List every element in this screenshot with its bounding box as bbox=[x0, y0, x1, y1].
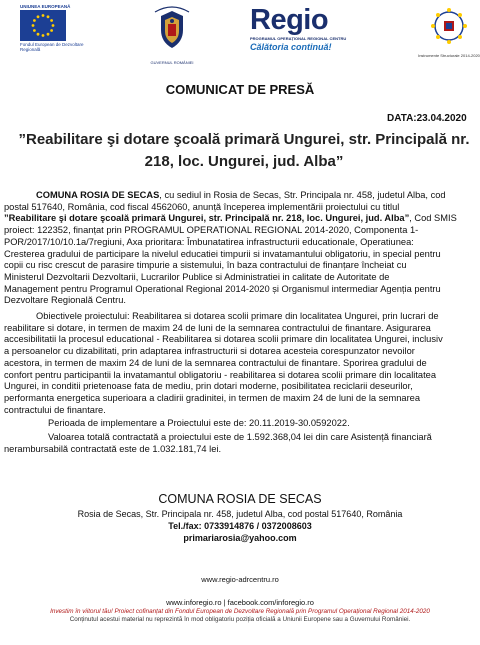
body-line: a persoanelor cu dizabilitati, prin adaptarea infrastructurii si dotarea acesteia corespunzator nevoilor bbox=[4, 346, 415, 357]
body-line: reabilitare si dotare, in termen de maxim 24 de luni de la semnarea contractului de finantare. Asigurarea bbox=[4, 322, 431, 333]
body-line: Ministerul Dezvoltarii Dezvoltarii, Lucrarilor Publice si Administratiei in calitate de Autoritate de bbox=[4, 271, 390, 282]
body-line: Management pentru Programul Operational Regional 2014-2020 și Organismul intermediar Agenția pentru bbox=[4, 283, 441, 294]
footer-links[interactable]: www.inforegio.ro | facebook.com/inforegio.ro bbox=[166, 598, 314, 607]
body-line: accesibilitatii la procesul educational - Reabilitarea si dotarea scolii primare din localitatea Ungurei, inclusiv bbox=[4, 334, 443, 345]
government-seal-icon bbox=[149, 4, 195, 54]
footer-investment: Investim în viitorul tău! Proiect cofinanțat din Fondul European de Dezvoltare Regională prin Programul Operațional Regional 2014-2020 bbox=[50, 608, 430, 615]
project-headline: ”Reabilitare şi dotare şcoală primară Ungurei, str. Principală nr. 218, loc. Ungurei, jud. Alba” bbox=[18, 131, 470, 170]
contact-phone: Tel./fax: 0733914876 / 0372008603 bbox=[168, 521, 312, 531]
paragraph-intro bbox=[4, 190, 480, 307]
page-title: COMUNICAT DE PRESĂ bbox=[165, 82, 315, 97]
body-line: Cresterea gradului de participare la nivelul educatiei timpurii si invatamantului obligatoriu, in special pentru bbox=[4, 248, 441, 259]
paragraph-objectives bbox=[4, 311, 480, 416]
body-line: ”Reabilitare şi dotare şcoală primară Ungurei, str. Principală nr. 218, loc. Ungurei, jud. Alba”, Cod SMIS bbox=[4, 213, 457, 224]
footer bbox=[0, 598, 480, 623]
eu-caption: UNIUNEA EUROPEANĂ bbox=[20, 4, 71, 9]
footer-disclaimer: Conținutul acestui material nu reprezintă în mod obligatoriu poziția oficială a Uniunii Europene sau a Guvernului României. bbox=[69, 616, 411, 623]
contact-block bbox=[0, 492, 480, 543]
paragraph-period bbox=[4, 418, 480, 430]
body-line: COMUNA ROSIA DE SECAS, cu sediul in Rosia de Secas, Str. Principala nr. 458, judetul Alba, cod bbox=[36, 190, 446, 200]
body-line: performanta energetica superioara a cladirii gradinitei, in termen de maxim 24 de luni de la semnarea bbox=[4, 392, 420, 403]
paragraph-value bbox=[4, 432, 480, 455]
body-line: postal 517640, România, cod fiscal 4562060, anunță începerea implementării proiectului cu titlul bbox=[4, 201, 400, 212]
body-line: Perioada de implementare a Proiectului este de: 20.11.2019-30.0592022. bbox=[48, 418, 350, 429]
eu-fund-caption: Fondul European de Dezvoltare Regională bbox=[20, 42, 84, 52]
body-line: copii cu risc crescut de parasire timpurie a sistemului, în baza contractului de finanțare încheiat cu bbox=[4, 260, 407, 271]
structural-instruments-icon bbox=[429, 4, 469, 48]
regio-tagline: Călătoria continuă! bbox=[250, 42, 332, 52]
body-line: POR/2017/10/10.1a/7regiuni, Axa prioritara: Îmbunatatirea infrastructurii educationale, Operatiunea: bbox=[4, 236, 414, 247]
regio-site-link[interactable]: www.regio-adrcentru.ro bbox=[201, 575, 279, 584]
eu-logo bbox=[20, 4, 90, 52]
regio-wordmark: Regio bbox=[250, 4, 329, 36]
structural-instruments-caption: Instrumente Structurale 2014-2020 bbox=[418, 53, 480, 58]
body-line: Ungurei, in conditii prietenoase fata de mediu, prin dotari moderne, posibilitatea reciclarii deseurilor, bbox=[4, 381, 413, 392]
body-line: contractului de finantare. bbox=[4, 404, 106, 415]
body-line: proiect: 122352, finanțat prin PROGRAMUL OPERATIONAL REGIONAL 2014-2020, Componenta 1- bbox=[4, 225, 419, 236]
contact-name: COMUNA ROSIA DE SECAS bbox=[158, 492, 322, 506]
press-date: DATA:23.04.2020 bbox=[387, 113, 467, 124]
press-body bbox=[4, 190, 480, 455]
government-caption: GUVERNUL ROMÂNIEI bbox=[150, 60, 194, 65]
body-line: confort pentru participantii la invatamantul obligatoriu - reabilitarea si dotarea scolii primare din localitatea bbox=[4, 369, 437, 380]
government-logo bbox=[140, 4, 204, 65]
contact-email[interactable]: primariarosia@yahoo.com bbox=[183, 533, 297, 543]
regio-program: PROGRAMUL OPERAȚIONAL REGIONAL CENTRU bbox=[250, 36, 347, 41]
logo-row bbox=[0, 0, 480, 66]
structural-instruments-logo bbox=[418, 4, 480, 58]
body-line: acestora, in termen de maxim 24 de luni de la semnarea contractului de finantare. Sporirea gradului de bbox=[4, 357, 427, 368]
body-line: Valoarea totală contractată a proiectului este de 1.592.368,04 lei din care Asistență financiară bbox=[48, 432, 432, 443]
body-line: nerambursabilă contractată este de 1.032.181,74 lei. bbox=[4, 443, 222, 454]
regio-logo bbox=[250, 5, 385, 52]
body-line: Obiectivele proiectului: Reabilitarea si dotarea scolii primare din localitatea Ungurei, prin lucrari de bbox=[36, 311, 439, 322]
eu-flag-icon bbox=[20, 10, 66, 41]
body-line: Dezvoltare Regională Centru. bbox=[4, 295, 126, 306]
contact-address: Rosia de Secas, Str. Principala nr. 458, judetul Alba, cod postal 517640, România bbox=[77, 509, 403, 519]
